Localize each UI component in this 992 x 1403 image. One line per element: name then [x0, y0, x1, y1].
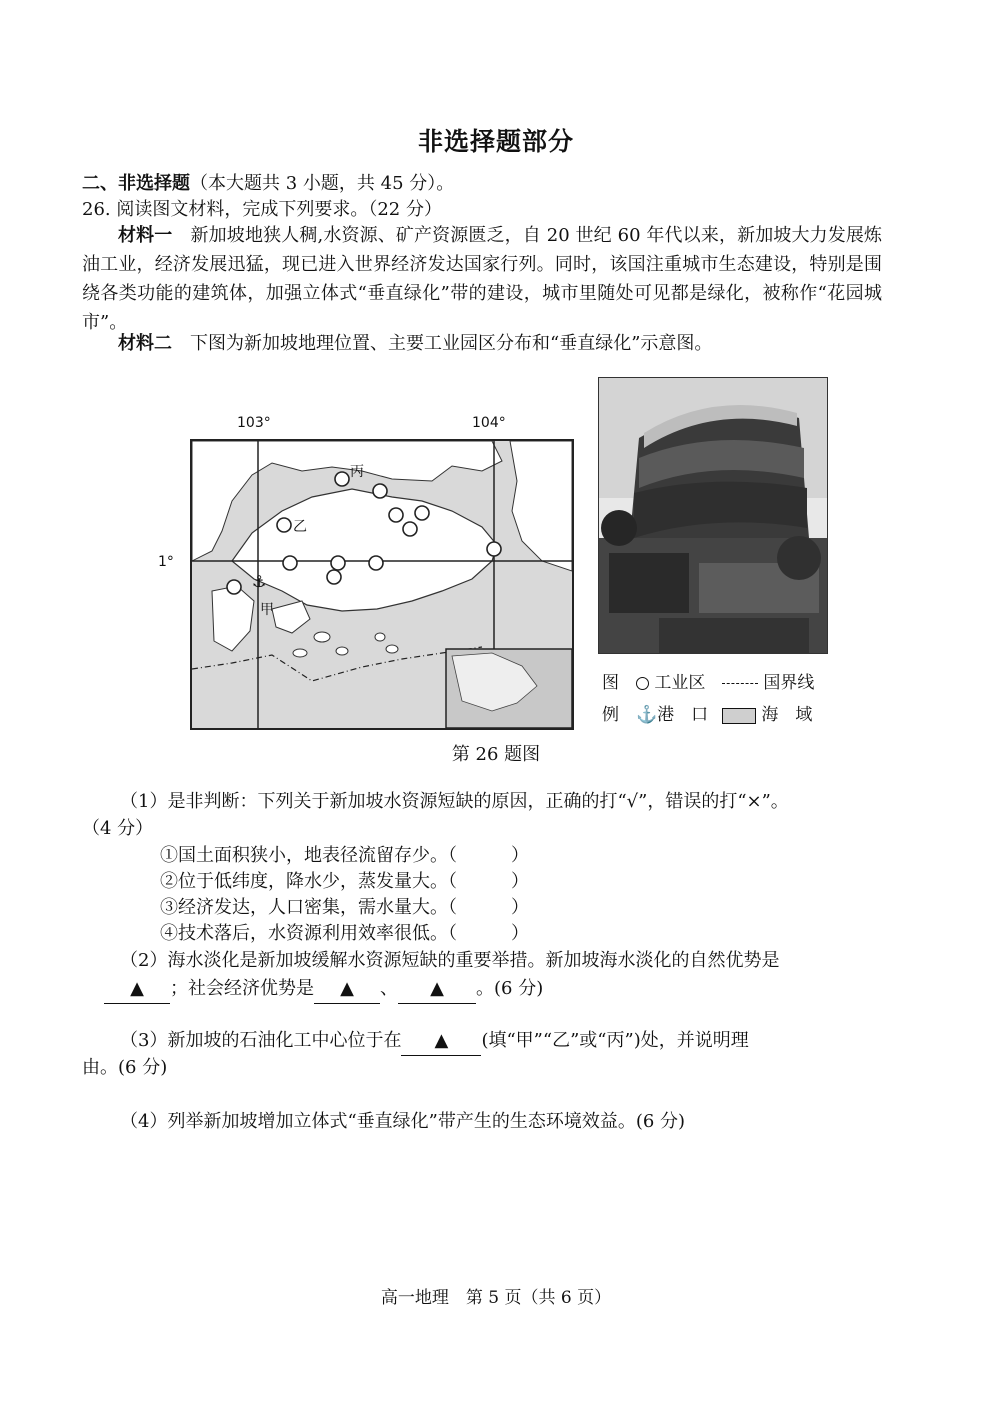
singapore-map [190, 439, 574, 730]
legend-title-top: 图 [602, 673, 619, 693]
industrial-zone-yi [277, 518, 291, 532]
industrial-zone-marker [389, 508, 403, 522]
section-note: （本大题共 3 小题，共 45 分）。 [190, 173, 455, 194]
legend-port [636, 700, 708, 725]
part3-start: （3）新加坡的石油化工中心位于在 [120, 1030, 402, 1051]
longitude-104-label: 104° [472, 415, 506, 431]
label-jia: 甲 [260, 602, 274, 618]
industrial-zone-marker [415, 506, 429, 520]
photo-graphic [599, 378, 827, 653]
figure-caption: 第 26 题图 [451, 744, 541, 765]
part2-end: 。(6 分) [476, 978, 544, 999]
part1-item-3: ③经济发达，人口密集，需水量大。（ ） [160, 897, 529, 918]
industrial-zone-marker [335, 472, 349, 486]
label-bing: 丙 [350, 464, 364, 480]
part1-points: （4 分） [82, 818, 154, 839]
part3-end: (填“甲”“乙”或“丙”)处，并说明理 [481, 1030, 749, 1051]
legend-title-bottom: 例 [602, 705, 619, 725]
material-two [82, 329, 882, 358]
part3-question [120, 1027, 749, 1056]
industrial-zone-marker [403, 522, 417, 536]
industrial-zone-marker [327, 570, 341, 584]
legend-sea-label: 海 域 [761, 705, 813, 725]
malaysia-east [510, 441, 572, 571]
part2-sep: 、 [380, 978, 398, 999]
material-one-text: 新加坡地狭人稠,水资源、矿产资源匮乏，自 20 世纪 60 年代以来，新加坡大力发展炼油工业，经济发展迅猛，现已进入世界经济发达国家行列。同时，该国注重城市生态建设，特别是围绕各类功能的建筑体，加强立体式“垂直绿化”带的建设，城市里随处可见都是绿化，被称作“花园城市”。 [82, 225, 883, 333]
border-line-icon [722, 683, 758, 684]
section-heading-line [82, 171, 454, 197]
industrial-zone-marker [487, 542, 501, 556]
legend-industrial-label: 工业区 [654, 673, 706, 693]
industrial-zone-marker [283, 556, 297, 570]
industrial-zone-jia [227, 580, 241, 594]
part2-answer-line [104, 975, 543, 1004]
legend-industrial [636, 668, 705, 693]
section-heading: 二、非选择题 [82, 173, 190, 194]
part1-question: （1）是非判断：下列关于新加坡水资源短缺的原因，正确的打“√”，错误的打“×”。 [120, 791, 789, 812]
anchor-icon: ⚓ [636, 705, 658, 725]
part3-blank[interactable]: ▲ [401, 1027, 481, 1056]
label-yi: 乙 [293, 519, 307, 535]
material-one-label: 材料一 [118, 225, 173, 246]
part2-blank-social-2[interactable]: ▲ [398, 975, 476, 1004]
part1-item-4: ④技术落后，水资源利用效率很低。（ ） [160, 923, 529, 944]
industrial-zone-marker [369, 556, 383, 570]
indonesia-island-south [272, 601, 310, 633]
material-one [82, 221, 882, 337]
legend-port-label: 港 口 [657, 705, 709, 725]
page-footer: 高一地理 第 5 页（共 6 页） [380, 1288, 612, 1308]
sea-swatch-icon [722, 708, 756, 724]
part4-question: （4）列举新加坡增加立体式“垂直绿化”带产生的生态环境效益。(6 分) [120, 1111, 686, 1132]
part1-item-2: ②位于低纬度，降水少，蒸发量大。（ ） [160, 871, 529, 892]
vertical-greening-photo [598, 377, 828, 654]
singapore-island [232, 489, 497, 611]
longitude-103-label: 103° [237, 415, 271, 431]
map-graphic [192, 441, 572, 728]
page-title: 非选择题部分 [417, 127, 574, 156]
legend-border-label: 国界线 [763, 673, 815, 693]
part2-blank-social-1[interactable]: ▲ [314, 975, 380, 1004]
material-two-label: 材料二 [118, 333, 172, 354]
port-anchor-icon: ⚓ [252, 572, 267, 591]
part3-line2: 由。(6 分) [82, 1057, 168, 1078]
material-two-text: 下图为新加坡地理位置、主要工业园区分布和“垂直绿化”示意图。 [190, 333, 713, 354]
part2-mid: ；社会经济优势是 [170, 978, 314, 999]
legend-sea [722, 700, 812, 725]
question-number-line: 26. 阅读图文材料，完成下列要求。（22 分） [82, 199, 442, 220]
industrial-zone-marker [373, 484, 387, 498]
part2-question: （2）海水淡化是新加坡缓解水资源短缺的重要举措。新加坡海水淡化的自然优势是 [120, 950, 780, 971]
industrial-circle-icon [636, 677, 649, 690]
part2-blank-natural[interactable]: ▲ [104, 975, 170, 1004]
indonesia-island-west [212, 586, 254, 651]
latitude-1-label: 1° [158, 554, 174, 570]
legend-border [722, 668, 814, 693]
part1-item-1: ①国土面积狭小，地表径流留存少。（ ） [160, 845, 529, 866]
industrial-zone-marker [331, 556, 345, 570]
